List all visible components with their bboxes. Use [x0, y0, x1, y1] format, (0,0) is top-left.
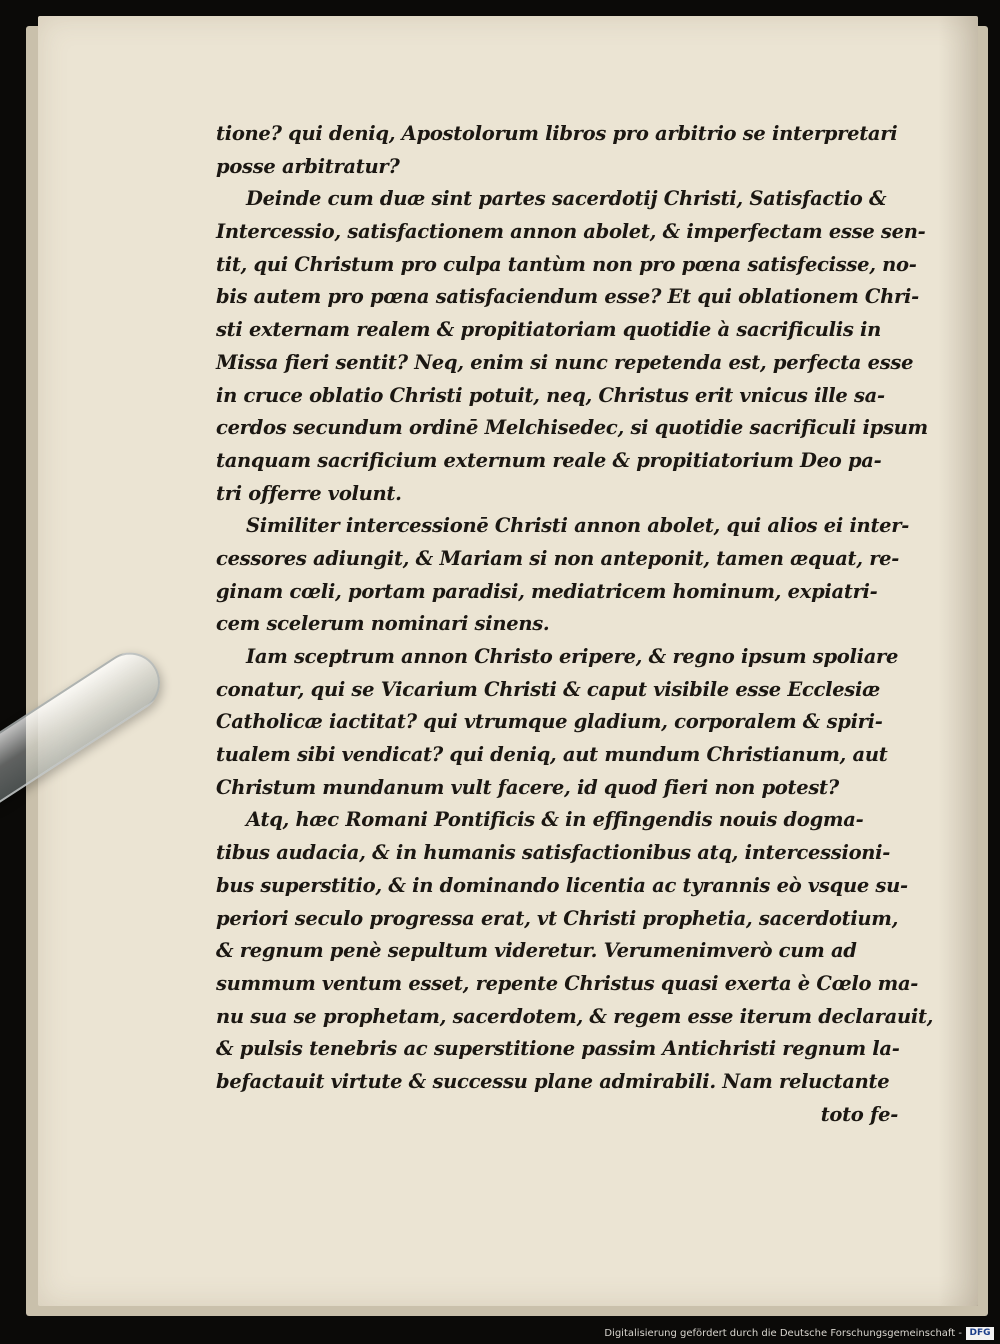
text-line: summum ventum esset, repente Christus quasi exerta è Cœlo ma-: [216, 971, 919, 995]
text-line: tualem sibi vendicat? qui deniq, aut mundum Christianum, aut: [216, 743, 888, 767]
paragraph-start-line: Iam sceptrum annon Christo eripere, & regno ipsum spoliare: [246, 645, 899, 668]
text-line: cerdos secundum ordinē Melchisedec, si quotidie sacrificuli ipsum: [216, 416, 928, 440]
text-line: conatur, qui se Vicarium Christi & caput visibile esse Ecclesiæ: [216, 677, 880, 701]
text-line: bus superstitio, & in dominando licentia ac tyrannis eò vsque su-: [216, 873, 908, 897]
text-line: Catholicæ iactitat? qui vtrumque gladium, corporalem & spiri-: [216, 710, 883, 734]
page-text-block: [216, 118, 934, 1131]
text-line: Intercessio, satisfactionem annon abolet, & imperfectam esse sen-: [216, 220, 926, 244]
text-line: sti externam realem & propitiatoriam quotidie à sacrificulis in: [216, 318, 882, 342]
digitization-credit: Digitalisierung gefördert durch die Deutsche Forschungsgemeinschaft -: [604, 1328, 962, 1339]
text-line: & pulsis tenebris ac superstitione passim Antichristi regnum la-: [216, 1037, 900, 1061]
text-line: nu sua se prophetam, sacerdotem, & regem esse iterum declarauit,: [216, 1004, 934, 1028]
text-line: & regnum penè sepultum videretur. Verumenimverò cum ad: [216, 939, 857, 963]
text-line: bis autem pro pœna satisfaciendum esse? Et qui oblationem Chri-: [216, 285, 919, 309]
text-line: posse arbitratur?: [216, 154, 400, 178]
text-line: befactauit virtute & successu plane admirabili. Nam reluctante: [216, 1069, 890, 1093]
text-line: ginam cœli, portam paradisi, mediatricem hominum, expiatri-: [216, 579, 878, 603]
footer-bar: [0, 1322, 1000, 1344]
text-line: tibus audacia, & in humanis satisfactionibus atq, intercessioni-: [216, 841, 891, 865]
text-line: cessores adiungit, & Mariam si non anteponit, tamen æquat, re-: [216, 546, 900, 570]
dfg-logo: DFG: [966, 1327, 994, 1340]
text-line: tione? qui deniq, Apostolorum libros pro arbitrio se interpretari: [216, 122, 898, 145]
text-line: Christum mundanum vult facere, id quod fieri non potest?: [216, 775, 839, 799]
paragraph-start-line: Atq, hæc Romani Pontificis & in effingendis nouis dogma-: [246, 808, 864, 832]
paragraph-start-line: Similiter intercessionē Christi annon abolet, qui alios ei inter-: [246, 514, 910, 538]
paragraph-start-line: Deinde cum duæ sint partes sacerdotij Christi, Satisfactio &: [246, 187, 887, 211]
text-line: periori seculo progressa erat, vt Christi prophetia, sacerdotium,: [216, 906, 899, 930]
text-line: tit, qui Christum pro culpa tantùm non pro pœna satisfecisse, no-: [216, 252, 917, 276]
text-line: cem scelerum nominari sinens.: [216, 612, 550, 636]
text-line: tanquam sacrificium externum reale & propitiatorium Deo pa-: [216, 448, 882, 472]
text-line: Missa fieri sentit? Neq, enim si nunc repetenda est, perfecta esse: [216, 350, 914, 374]
gutter-shade: [938, 16, 978, 1306]
catchword: toto fe-: [820, 1102, 898, 1126]
text-line: in cruce oblatio Christi potuit, neq, Christus erit vnicus ille sa-: [216, 383, 885, 407]
text-line: tri offerre volunt.: [216, 481, 402, 505]
